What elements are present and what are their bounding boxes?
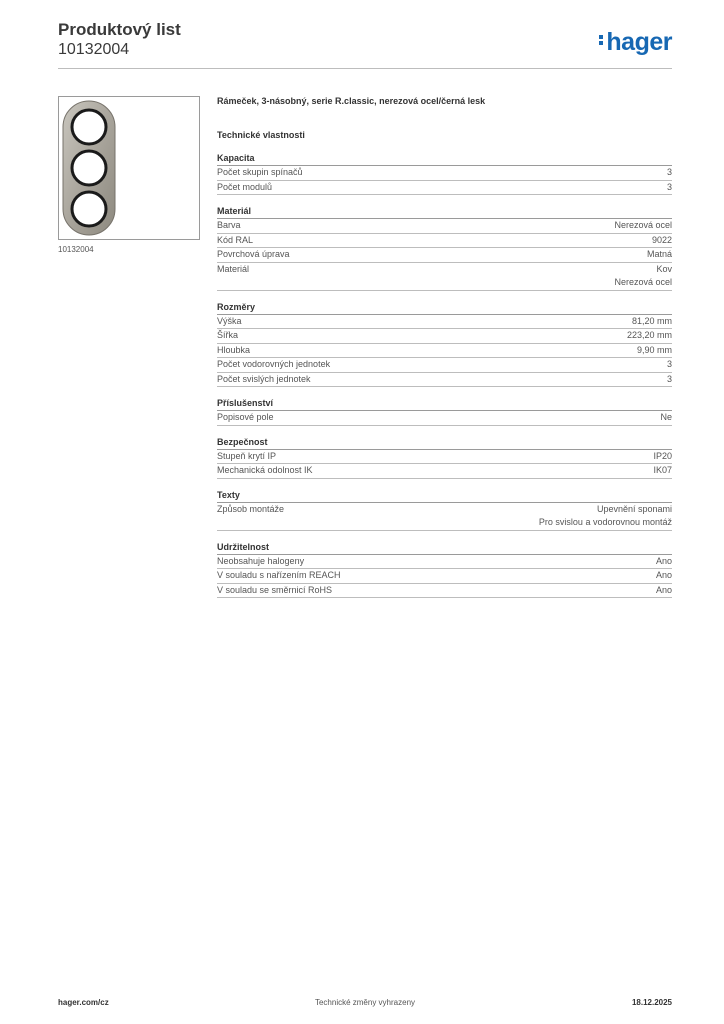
spec-label: Stupeň krytí IP xyxy=(217,450,277,461)
spec-group-title: Udržitelnost xyxy=(217,542,672,555)
spec-label: Počet svislých jednotek xyxy=(217,373,311,384)
spec-label: Šířka xyxy=(217,330,239,340)
spec-label: Povrchová úprava xyxy=(217,249,290,259)
spec-label: Počet skupin spínačů xyxy=(217,167,303,177)
spec-value: Ano xyxy=(655,584,672,595)
spec-row xyxy=(217,248,672,263)
spec-row xyxy=(217,234,672,249)
page-header xyxy=(58,20,181,60)
spec-label: Počet vodorovných jednotek xyxy=(217,359,331,369)
spec-row xyxy=(217,263,672,291)
spec-value: Ano xyxy=(655,570,672,580)
spec-row xyxy=(217,315,672,330)
spec-label: Kód RAL xyxy=(217,234,254,245)
spec-row xyxy=(217,464,672,479)
spec-value: 3 xyxy=(666,181,672,192)
spec-value: Kov Nerezová ocel xyxy=(614,263,672,287)
product-code: 10132004 xyxy=(58,41,130,58)
spec-value: 3 xyxy=(666,359,672,369)
spec-value: IP20 xyxy=(653,450,672,461)
spec-row xyxy=(217,450,672,465)
spec-label: Materiál xyxy=(217,263,250,274)
spec-group-title: Materiál xyxy=(217,206,672,219)
page-title: Produktový list xyxy=(58,20,181,39)
spec-label: Popisové pole xyxy=(217,412,274,422)
spec-row xyxy=(217,555,672,570)
hager-logo xyxy=(599,28,672,56)
spec-label: V souladu se směrnicí RoHS xyxy=(217,584,333,595)
spec-group-title: Příslušenství xyxy=(217,398,672,411)
footer-website[interactable]: hager.com/cz xyxy=(58,998,109,1007)
spec-group-title: Texty xyxy=(217,490,672,503)
header-divider xyxy=(58,68,672,69)
spec-row xyxy=(217,181,672,196)
spec-label: Způsob montáže xyxy=(217,503,285,514)
spec-row xyxy=(217,219,672,234)
spec-row xyxy=(217,373,672,388)
spec-value: Ne xyxy=(660,412,672,422)
spec-label: Hloubka xyxy=(217,344,251,355)
spec-row xyxy=(217,166,672,181)
tech-heading: Technické vlastnosti xyxy=(217,130,305,140)
spec-value: 3 xyxy=(666,167,672,177)
spec-label: V souladu s nařízením REACH xyxy=(217,570,341,580)
spec-label: Výška xyxy=(217,315,242,326)
spec-value: 81,20 mm xyxy=(631,315,672,326)
spec-label: Neobsahuje halogeny xyxy=(217,555,305,566)
image-caption: 10132004 xyxy=(58,245,94,254)
spec-value: 223,20 mm xyxy=(626,330,672,340)
spec-value: Ano xyxy=(655,555,672,566)
spec-row xyxy=(217,569,672,584)
spec-label: Barva xyxy=(217,220,241,230)
spec-value: 9,90 mm xyxy=(636,344,672,355)
spec-group-title: Kapacita xyxy=(217,153,672,166)
spec-value: Nerezová ocel xyxy=(614,220,672,230)
spec-group-title: Bezpečnost xyxy=(217,437,672,450)
spec-groups xyxy=(217,153,672,598)
footer-date: 18.12.2025 xyxy=(631,998,672,1007)
footer-note: Technické změny vyhrazeny xyxy=(314,998,416,1007)
spec-value: IK07 xyxy=(653,465,672,475)
spec-value: Matná xyxy=(646,249,672,259)
spec-row xyxy=(217,503,672,531)
spec-row xyxy=(217,344,672,359)
spec-row xyxy=(217,358,672,373)
spec-label: Počet modulů xyxy=(217,181,273,192)
spec-label: Mechanická odolnost IK xyxy=(217,465,313,475)
spec-row xyxy=(217,411,672,426)
product-image xyxy=(58,96,200,240)
logo-dots-icon xyxy=(599,33,604,47)
spec-group-title: Rozměry xyxy=(217,302,672,315)
spec-row xyxy=(217,584,672,599)
spec-value: Upevnění sponami Pro svislou a vodorovnou montáž xyxy=(538,503,672,527)
spec-row xyxy=(217,329,672,344)
spec-content xyxy=(217,96,672,598)
logo-text: hager xyxy=(606,28,672,56)
product-name: Rámeček, 3-násobný, serie R.classic, nerezová ocel/černá lesk xyxy=(217,96,486,106)
frame-illustration xyxy=(59,97,199,239)
spec-value: 3 xyxy=(666,373,672,384)
spec-value: 9022 xyxy=(651,234,672,245)
